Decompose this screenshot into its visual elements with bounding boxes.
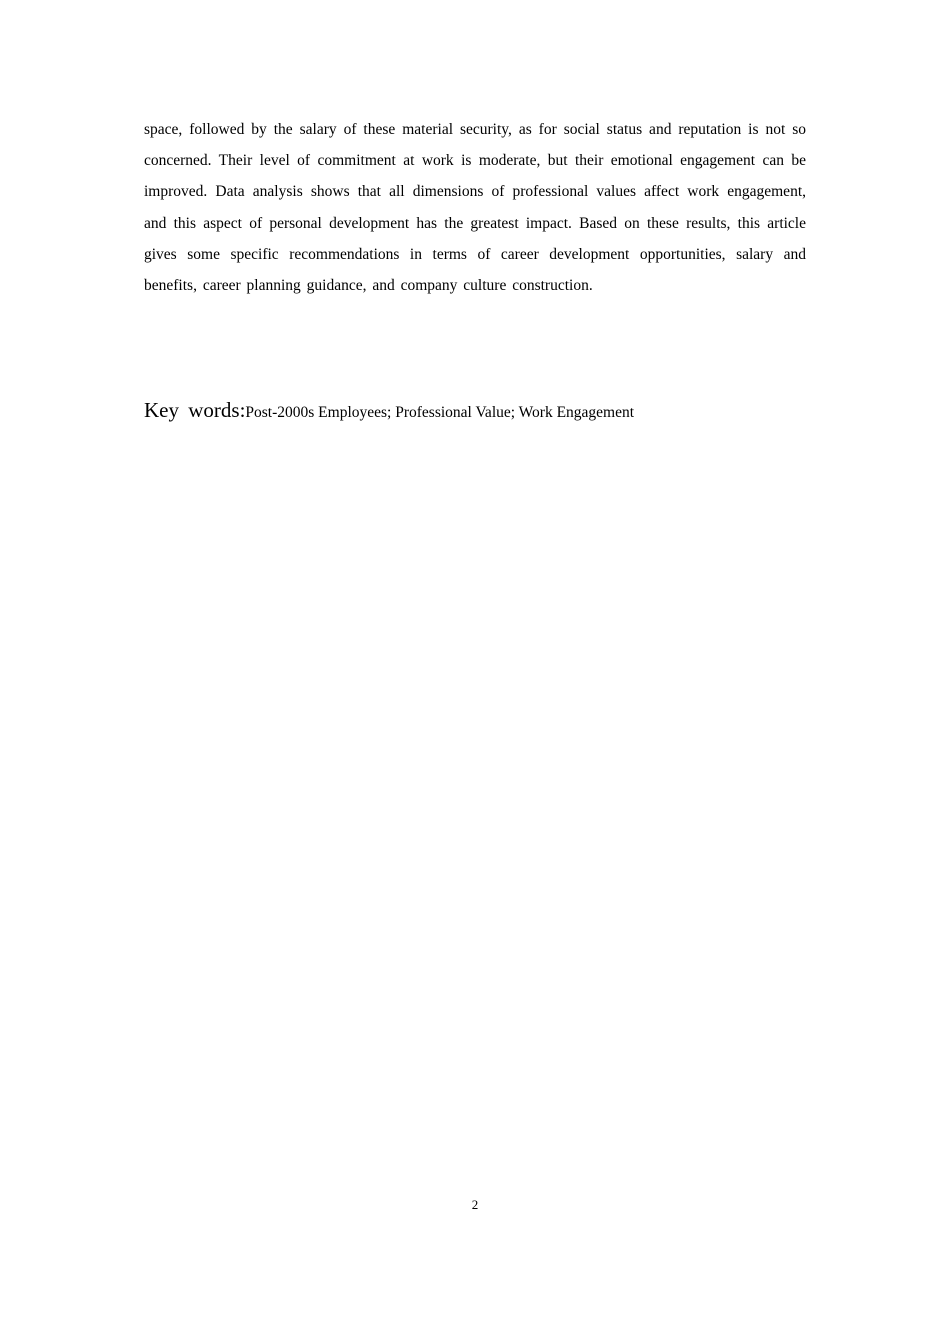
page-number: 2 [471,1197,479,1212]
keywords-value: Post-2000s Employees; Professional Value; Work Engagement [245,404,635,421]
abstract-paragraph: space, followed by the salary of these material security, as for social status and reputation is not so concerned. Their level of commitment at work is moderate, but their emotional engagement can be improved. Data analysis shows that all dimensions of professional values affect work engagement, and this aspect of personal development has the greatest impact. Based on these results, this article gives some specific recommendations in terms of career development opportunities, salary and benefits, career planning guidance, and company culture construction. [144,121,806,295]
keywords-label: Key words: [144,398,246,422]
keywords-line [144,398,806,423]
